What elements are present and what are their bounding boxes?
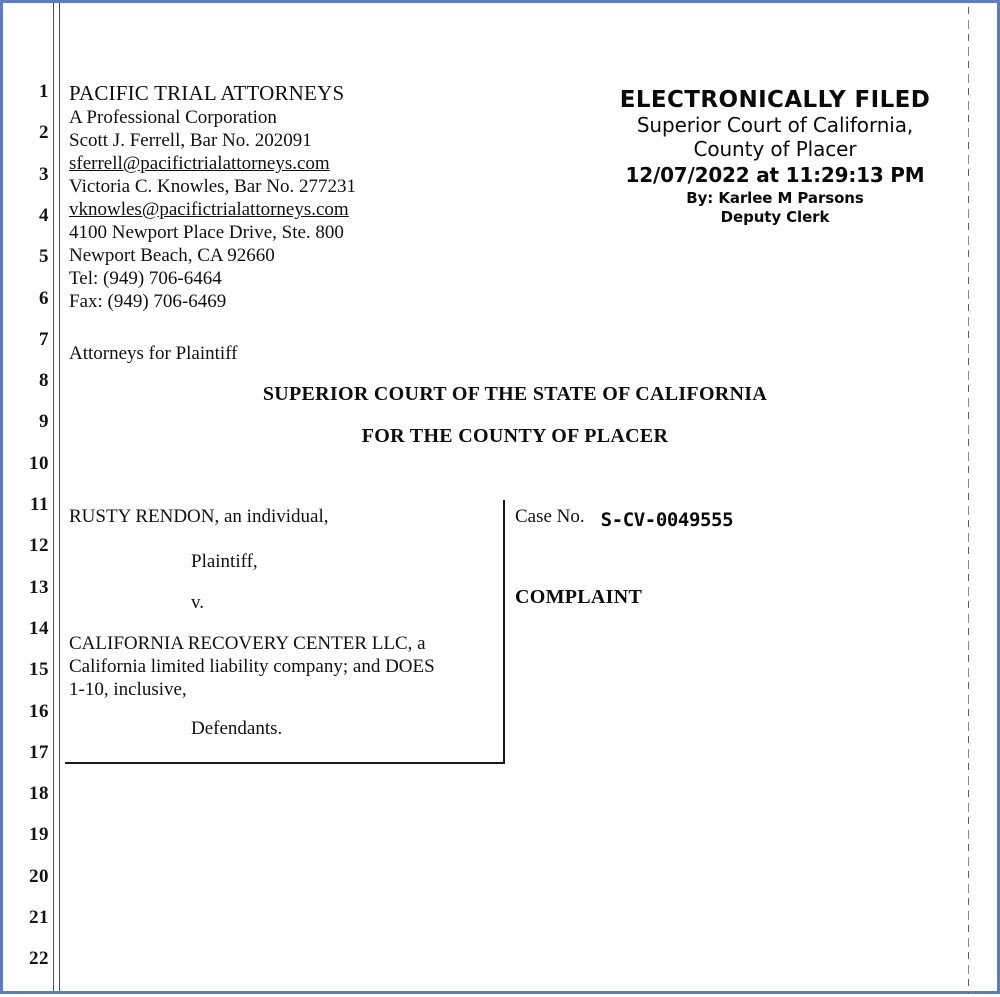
- address-street: 4100 Newport Place Drive, Ste. 800: [69, 222, 344, 243]
- filing-stamp-clerk-title: Deputy Clerk: [720, 208, 830, 226]
- firm-subtitle: A Professional Corporation: [69, 107, 277, 128]
- line-number: 18: [29, 783, 49, 805]
- attorney-header-block: [69, 81, 499, 365]
- page-content: [65, 3, 987, 991]
- line-number: 10: [29, 452, 49, 474]
- filing-stamp-court-line-2: County of Placer: [693, 137, 857, 161]
- line-number: 1: [39, 81, 49, 102]
- line-number: 7: [39, 328, 49, 350]
- document-title: COMPLAINT: [515, 586, 643, 608]
- fax-number: Fax: (949) 706-6469: [69, 291, 227, 312]
- defendant-name-line-1: CALIFORNIA RECOVERY CENTER LLC, a: [69, 633, 426, 654]
- line-number: 5: [39, 246, 49, 268]
- attorneys-for-label: Attorneys for Plaintiff: [69, 343, 238, 364]
- filing-stamp-clerk-name: By: Karlee M Parsons: [686, 189, 864, 207]
- line-number: 16: [29, 700, 49, 722]
- defendant-name-line-2: California limited liability company; and DOES: [69, 656, 435, 677]
- line-number: 22: [29, 948, 49, 970]
- line-number: 20: [29, 865, 49, 887]
- line-number: 12: [29, 535, 49, 557]
- attorney-one-email[interactable]: sferrell@pacifictrialattorneys.com: [69, 153, 330, 174]
- defendant-name-line-3: 1-10, inclusive,: [69, 679, 187, 700]
- attorney-two-name: Victoria C. Knowles, Bar No. 277231: [69, 176, 356, 197]
- defendant-role-label: Defendants.: [191, 718, 283, 739]
- court-heading-county: FOR THE COUNTY OF PLACER: [361, 425, 669, 447]
- pleading-rule-left: [53, 3, 54, 991]
- attorney-two-email[interactable]: vknowles@pacifictrialattorneys.com: [69, 199, 349, 220]
- line-number-column: [3, 3, 49, 997]
- line-number: 9: [39, 411, 49, 433]
- line-number: 15: [29, 659, 49, 681]
- filing-stamp-title: ELECTRONICALLY FILED: [619, 87, 931, 113]
- case-number-value: S-CV-0049555: [600, 509, 734, 531]
- law-firm-name: PACIFIC TRIAL ATTORNEYS: [69, 81, 345, 105]
- phone-number: Tel: (949) 706-6464: [69, 268, 222, 289]
- pleading-rule-right: [59, 3, 60, 991]
- court-heading-state: SUPERIOR COURT OF THE STATE OF CALIFORNIA: [262, 383, 768, 405]
- line-number: 19: [29, 824, 49, 846]
- line-number: 3: [39, 163, 49, 185]
- line-number: 8: [39, 370, 49, 392]
- line-number: 17: [29, 741, 49, 763]
- caption-parties: [69, 505, 494, 740]
- attorney-one-name: Scott J. Ferrell, Bar No. 202091: [69, 130, 312, 151]
- line-number: 11: [30, 494, 49, 515]
- filing-stamp-court-line-1: Superior Court of California,: [636, 113, 914, 137]
- line-number: 4: [39, 204, 49, 226]
- case-number-label: Case No.: [515, 506, 585, 527]
- plaintiff-name: RUSTY RENDON, an individual,: [69, 506, 329, 527]
- plaintiff-role-label: Plaintiff,: [191, 551, 258, 572]
- filing-stamp-datetime: 12/07/2022 at 11:29:13 PM: [625, 163, 925, 187]
- line-number: 6: [39, 287, 49, 309]
- versus-label: v.: [191, 592, 205, 613]
- line-number: 14: [29, 617, 49, 639]
- case-number-row: [515, 505, 935, 531]
- caption-right-column: [515, 505, 935, 609]
- address-city-state-zip: Newport Beach, CA 92660: [69, 245, 275, 266]
- electronically-filed-stamp: [565, 87, 985, 227]
- line-number: 13: [29, 576, 49, 598]
- line-number: 21: [29, 907, 49, 928]
- line-number: 2: [39, 122, 49, 144]
